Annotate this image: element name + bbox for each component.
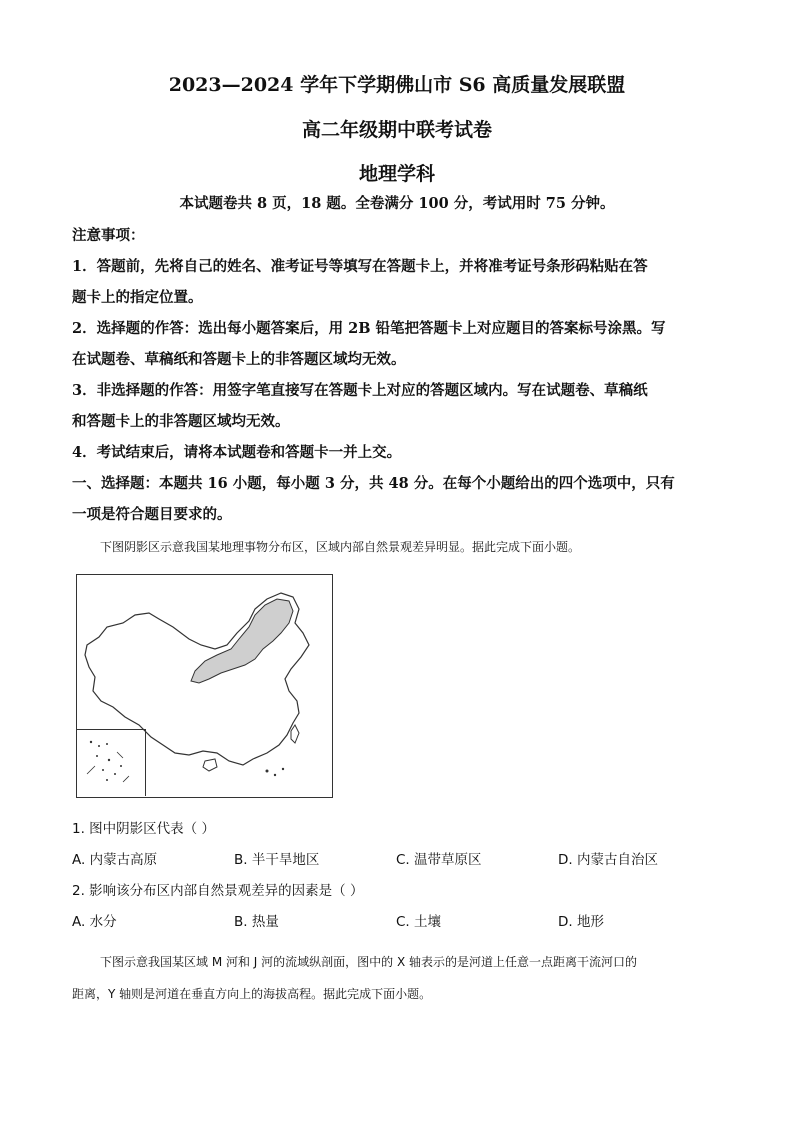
question-intro-2: 下图示意我国某区域 M 河和 J 河的流域纵剖面，图中的 X 轴表示的是河道上任意一点距离干流河口的: [100, 955, 638, 969]
exam-summary: 本试题卷共 8 页，18 题。全卷满分 100 分，考试用时 75 分钟。: [179, 195, 615, 212]
q1-option-b: B. 半干旱地区: [234, 852, 320, 868]
q2-option-b: B. 热量: [234, 914, 279, 930]
section-heading: 一、选择题：本题共 16 小题，每小题 3 分，共 48 分。在每个小题给出的四个选项中，只有: [72, 475, 675, 492]
subject-title: 地理学科: [358, 163, 435, 185]
q2-option-d: D. 地形: [558, 914, 604, 930]
hainan-island: [203, 759, 217, 771]
notice-line: 2．选择题的作答：选出每小题答案后，用 2B 铅笔把答题卡上对应题目的答案标号涂黑。写: [72, 320, 666, 337]
exam-title: 2023—2024 学年下学期佛山市 S6 高质量发展联盟: [168, 74, 626, 96]
notice-line: 1．答题前，先将自己的姓名、准考证号等填写在答题卡上，并将准考证号条形码粘贴在答: [72, 258, 648, 275]
question-2-stem: 2. 影响该分布区内部自然景观差异的因素是（ ）: [72, 883, 364, 899]
notice-heading: 注意事项：: [72, 227, 145, 244]
taiwan-island: [291, 725, 299, 743]
notice-line: 题卡上的指定位置。: [72, 289, 203, 306]
notice-line: 4．考试结束后，请将本试题卷和答题卡一并上交。: [72, 444, 402, 461]
question-1-stem: 1. 图中阴影区代表（ ）: [72, 821, 215, 837]
notice-line: 和答题卡上的非答题区域均无效。: [72, 413, 290, 430]
section-heading-cont: 一项是符合题目要求的。: [72, 506, 232, 523]
q1-option-d: D. 内蒙古自治区: [558, 852, 658, 868]
q2-option-c: C. 土壤: [396, 914, 442, 930]
notice-line: 在试题卷、草稿纸和答题卡上的非答题区域均无效。: [72, 351, 406, 368]
q1-option-c: C. 温带草原区: [396, 852, 482, 868]
question-intro: 下图阴影区示意我国某地理事物分布区，区域内部自然景观差异明显。据此完成下面小题。: [100, 540, 581, 554]
exam-subtitle: 高二年级期中联考试卷: [301, 119, 492, 141]
q2-option-a: A. 水分: [72, 914, 117, 930]
question-intro-2-cont: 距离，Y 轴则是河道在垂直方向上的海拔高程。据此完成下面小题。: [72, 987, 432, 1001]
china-map-figure: [76, 574, 333, 798]
south-china-sea-inset: [77, 729, 146, 796]
q1-option-a: A. 内蒙古高原: [72, 852, 158, 868]
inset-svg: [77, 730, 145, 796]
notice-line: 3．非选择题的作答：用签字笔直接写在答题卡上对应的答题区域内。写在试题卷、草稿纸: [72, 382, 648, 399]
